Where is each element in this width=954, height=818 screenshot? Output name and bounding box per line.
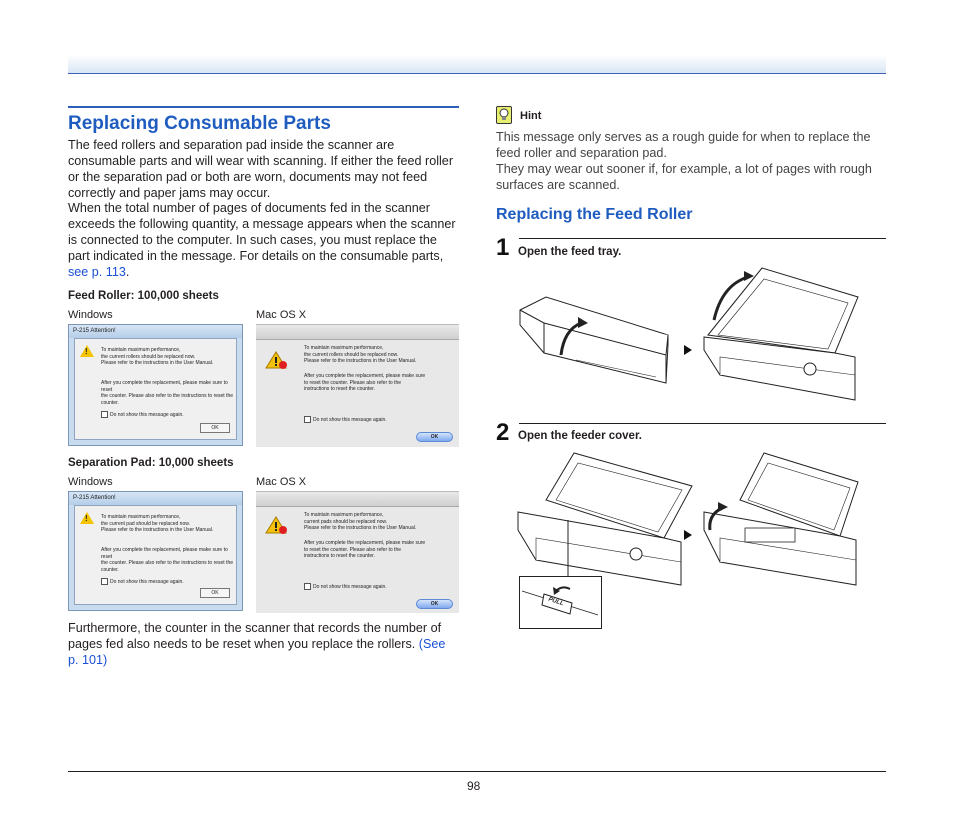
mac-caption: Mac OS X bbox=[256, 476, 307, 488]
pull-tab-label: PULL bbox=[547, 596, 565, 608]
intro-paragraph-2: When the total number of pages of documents fed in the scanner exceeds the following quantity, a message appears when the scanner is connected to the computer. In such cases, you must replace the part indicated in the message. For details on the consumable parts, see p. 113. bbox=[68, 201, 456, 279]
hint-label: Hint bbox=[520, 110, 542, 122]
step-divider bbox=[519, 423, 886, 424]
intro-paragraph-1: The feed rollers and separation pad inside the scanner are consumable parts and will wear with scanning. If either the feed roller or the separation pad or both are worn, documents may not feed correctly and paper jams may occur. bbox=[68, 138, 454, 200]
hint-icon bbox=[496, 106, 512, 124]
mac-dialog-feed-roller: To maintain maximum performance, the current rollers should be replaced now. Please refer to the instructions in the User Manual. After you complete the replacement, please make sure to reset the counter. Please also refer to the instructions to reset the counter. Do not show this message again. OK bbox=[256, 324, 459, 447]
next-arrow-icon bbox=[684, 530, 692, 540]
step-divider bbox=[519, 238, 886, 239]
counter-reset-paragraph: Furthermore, the counter in the scanner that records the number of pages fed also needs to be reset when you replace the rollers. (See p. 101) bbox=[68, 621, 446, 667]
scanner-tray-open-illustration bbox=[700, 265, 860, 410]
windows-dialog-feed-roller: P-215 Attention! ! To maintain maximum performance, the current rollers should be replaced now. Please refer to the instructions in the User Manual. After you complete the replacement, please make sure to reset the counter. Please also refer to the instructions to reset the counter. Do not show this message again. OK bbox=[68, 324, 243, 446]
scanner-open-illustration bbox=[516, 450, 696, 595]
dont-show-checkbox[interactable] bbox=[304, 583, 311, 590]
step-1-text: Open the feed tray. bbox=[518, 246, 622, 258]
warning-icon bbox=[265, 516, 287, 534]
header-bar bbox=[68, 55, 886, 74]
ok-button[interactable]: OK bbox=[200, 588, 230, 598]
link-see-p113[interactable]: see p. 113 bbox=[68, 265, 126, 279]
windows-caption: Windows bbox=[68, 476, 113, 488]
warning-icon: ! bbox=[80, 512, 94, 524]
windows-dialog-separation-pad: P-215 Attention! ! To maintain maximum performance, the current pad should be replaced now. Please refer to the instructions in the User Manual. After you complete the replacement, please make sure to reset the counter. Please also refer to the instructions to reset the counter. Do not show this message again. OK bbox=[68, 491, 243, 611]
link-see-p101-cont[interactable]: p. 101) bbox=[68, 653, 108, 667]
feed-roller-label: Feed Roller: 100,000 sheets bbox=[68, 290, 219, 302]
page-number: 98 bbox=[467, 779, 481, 793]
dont-show-checkbox[interactable] bbox=[101, 578, 108, 585]
windows-caption: Windows bbox=[68, 309, 113, 321]
dont-show-checkbox[interactable] bbox=[101, 411, 108, 418]
ok-button[interactable]: OK bbox=[200, 423, 230, 433]
dialog-title: P-215 Attention! bbox=[69, 492, 242, 505]
pull-detail-box bbox=[519, 576, 602, 629]
scanner-feeder-cover-open-illustration bbox=[700, 450, 860, 595]
step-number: 2 bbox=[496, 419, 510, 446]
feed-roller-heading: Replacing the Feed Roller bbox=[496, 206, 693, 223]
link-see-p101[interactable]: (See bbox=[418, 637, 446, 651]
footer-rule bbox=[68, 771, 886, 772]
separation-pad-label: Separation Pad: 10,000 sheets bbox=[68, 457, 234, 469]
dialog-title: P-215 Attention! bbox=[69, 325, 242, 338]
ok-button[interactable]: OK bbox=[416, 599, 453, 609]
section-title: Replacing Consumable Parts bbox=[68, 106, 459, 135]
warning-icon bbox=[265, 351, 287, 369]
hint-text: This message only serves as a rough guide for when to replace the feed roller and separation pad. They may wear out sooner if, for example, a lot of pages with rough surfaces are scanned. bbox=[496, 130, 872, 192]
mac-caption: Mac OS X bbox=[256, 309, 307, 321]
ok-button[interactable]: OK bbox=[416, 432, 453, 442]
next-arrow-icon bbox=[684, 345, 692, 355]
step-number: 1 bbox=[496, 234, 510, 261]
mac-dialog-separation-pad: To maintain maximum performance, current pads should be replaced now. Please refer to the instructions in the User Manual. After you complete the replacement, please make sure to reset the counter. Please also refer to the instructions to reset the counter. Do not show this message again. OK bbox=[256, 491, 459, 613]
step-2-text: Open the feeder cover. bbox=[518, 430, 642, 442]
warning-icon: ! bbox=[80, 345, 94, 357]
dont-show-checkbox[interactable] bbox=[304, 416, 311, 423]
